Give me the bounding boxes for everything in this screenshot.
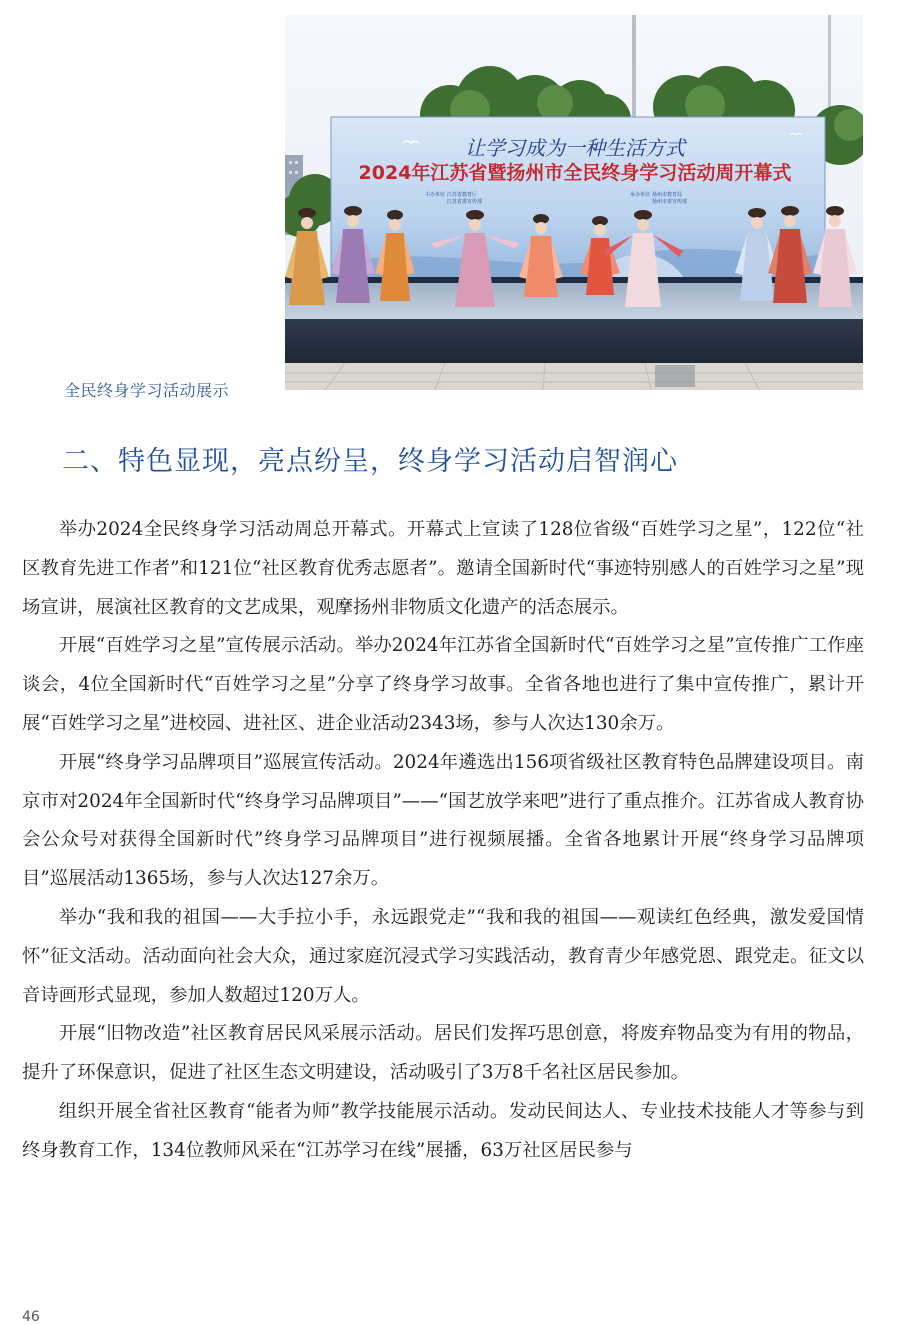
banner-org-item: 主办单位 (425, 192, 446, 198)
banner-org-item: 江苏省委宣传部 (447, 199, 483, 205)
section-heading: 二、特色显现，亮点纷呈，终身学习活动启智润心 (62, 446, 678, 477)
paragraph: 组织开展全省社区教育“能者为师”教学技能展示活动。发动民间达人、专业技术技能人才等参与到终身教育工作，134位教师风采在“江苏学习在线”展播，63万社区居民参与 (22, 1100, 864, 1161)
event-photo-illustration (285, 15, 863, 390)
paragraph: 开展“旧物改造”社区教育居民风采展示活动。居民们发挥巧思创意，将废弃物品变为有用的物品，提升了环保意识，促进了社区生态文明建设，活动吸引了3万8千名社区居民参加。 (22, 1023, 864, 1084)
banner-title: 2024年江苏省暨扬州市全民终身学习活动周开幕式 (358, 162, 792, 184)
banner-org-item: 江苏省教育厅 (447, 192, 478, 198)
banner-org-item: 扬州市委宣传部 (652, 199, 688, 205)
event-photo (285, 15, 863, 390)
banner-org-item: 承办单位 (630, 192, 651, 198)
paragraph: 举办“我和我的祖国——大手拉小手，永远跟党走”“我和我的祖国——观读红色经典，激发爱国情怀”征文活动。活动面向社会大众，通过家庭沉浸式学习实践活动，教育青少年感党恩、跟党走。征文以音诗画形式显现，参加人数超过120万人。 (22, 906, 864, 1006)
article-body (22, 511, 864, 1171)
banner-org-item: 扬州市教育局 (652, 192, 683, 198)
paragraph: 开展“百姓学习之星”宣传展示活动。举办2024年江苏省全国新时代“百姓学习之星”宣传推广工作座谈会，4位全国新时代“百姓学习之星”分享了终身学习故事。全省各地也进行了集中宣传推广，累计开展“百姓学习之星”进校园、进社区、进企业活动2343场，参与人次达130余万。 (22, 635, 864, 734)
page-number: 46 (22, 1309, 40, 1325)
photo-caption: 全民终身学习活动展示 (64, 381, 230, 400)
paragraph: 举办2024全民终身学习活动周总开幕式。开幕式上宣读了128位省级“百姓学习之星”，122位“社区教育先进工作者”和121位“社区教育优秀志愿者”。邀请全国新时代“事迹特别感人的百姓学习之星”现场宣讲，展演社区教育的文艺成果，观摩扬州非物质文化遗产的活态展示。 (22, 519, 864, 618)
banner-slogan: 让学习成为一种生活方式 (465, 136, 685, 160)
paragraph: 开展“终身学习品牌项目”巡展宣传活动。2024年遴选出156项省级社区教育特色品牌建设项目。南京市对2024年全国新时代“终身学习品牌项目”——“国艺放学来吧”进行了重点推介。江苏省成人教育协会公众号对获得全国新时代”终身学习品牌项目”进行视频展播。全省各地累计开展“终身学习品牌项目”巡展活动1365场，参与人次达127余万。 (22, 751, 864, 890)
